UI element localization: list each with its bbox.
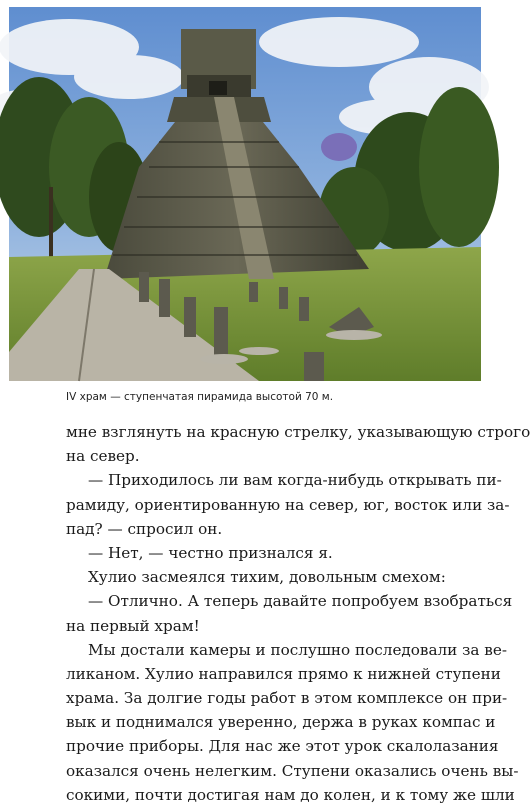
text-line: храма. За долгие годы работ в этом комплексе он при- xyxy=(66,689,508,708)
text-line: на первый храм! xyxy=(66,616,200,635)
text-line: сокими, почти достигая нам до колен, и к тому же шли xyxy=(66,785,515,804)
text-line: мне взглянуть на красную стрелку, указывающую строго xyxy=(66,423,530,441)
body-text xyxy=(66,420,530,807)
text-line: вык и поднимался уверенно, держа в руках компас и xyxy=(66,713,496,732)
text-line: прочие приборы. Для нас же этот урок скалолазания xyxy=(66,737,499,756)
figure-caption: IV храм — ступенчатая пирамида высотой 70 м. xyxy=(66,391,334,403)
temple-photo xyxy=(9,7,481,381)
text-line: на север. xyxy=(66,447,140,466)
text-line: ликаном. Хулио направился прямо к нижней ступени xyxy=(66,664,501,683)
text-line: — Отлично. А теперь давайте попробуем взобраться xyxy=(88,592,513,611)
text-line: пад? — спросил он. xyxy=(66,519,223,538)
text-line: оказался очень нелегким. Ступени оказались очень вы- xyxy=(66,761,519,780)
text-line: — Приходилось ли вам когда-нибудь открывать пи- xyxy=(88,471,502,490)
text-line: Мы достали камеры и послушно последовали за ве- xyxy=(88,640,507,659)
text-line: — Нет, — честно признался я. xyxy=(88,543,333,562)
text-line: Хулио засмеялся тихим, довольным смехом: xyxy=(88,568,446,587)
text-line: рамиду, ориентированную на север, юг, восток или за- xyxy=(66,495,510,514)
